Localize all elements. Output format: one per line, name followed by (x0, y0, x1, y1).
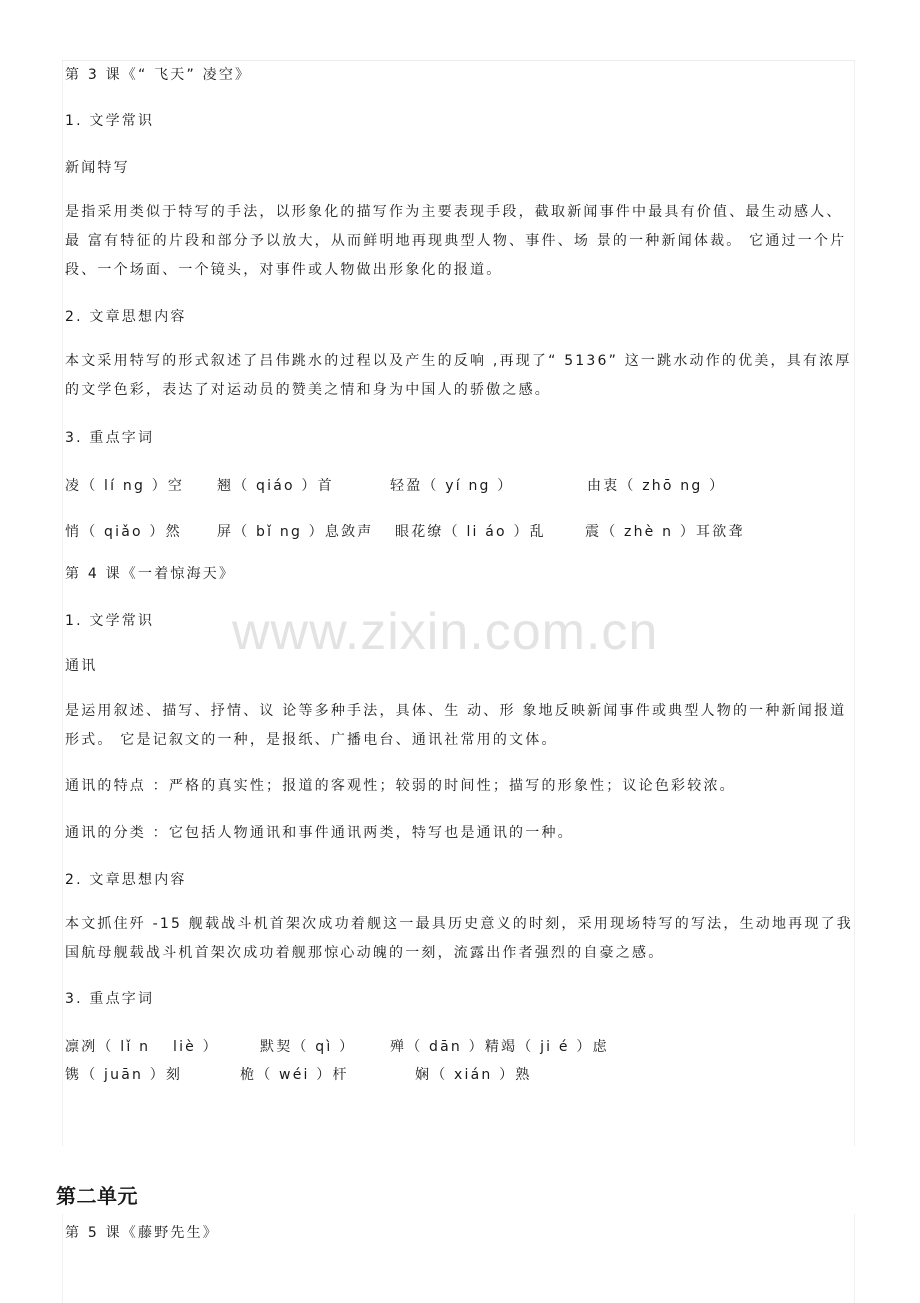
word-item: 桅（ wéi ）杆 (240, 1067, 349, 1083)
word-item: 悄（ qiǎo ）然 (65, 524, 182, 540)
lesson4-section1-heading: 1. 文学常识 (65, 613, 155, 629)
lesson4-content: 本文抓住歼 -15 舰载战斗机首架次成功着舰这一最具历史意义的时刻，采用现场特写的写法，生动地再现了我国航母舰载战斗机首架次成功着舰那惊心动魄的一刻，流露出作者强烈的自豪之感。 (65, 916, 853, 961)
word-item: 眼花缭（ li áo ）乱 (395, 524, 546, 540)
lesson3-definition: 是指采用类似于特写的手法，以形象化的描写作为主要表现手段，截取新闻事件中最具有价值、最生动感人、最 富有特征的片段和部分予以放大，从而鲜明地再现典型人物、事件、场 景的一种新闻体裁。 它通过一个片段、一个场面、一个镜头，对事件或人物做出形象化的报道。 (65, 204, 847, 278)
lesson4-section2-heading: 2. 文章思想内容 (65, 872, 187, 888)
lesson3-section2-heading: 2. 文章思想内容 (65, 309, 187, 325)
lesson3-term: 新闻特写 (65, 160, 130, 176)
lesson3-title: 第 3 课《“ 飞天” 凌空》 (65, 67, 252, 83)
word-item: 轻盈（ yí ng ） (390, 478, 514, 494)
word-item: 由衷（ zhō ng ） (587, 478, 726, 494)
word-item: 翘（ qiáo ）首 (217, 478, 334, 494)
word-item: 凛冽（ lǐ n liè ） (65, 1039, 219, 1055)
lesson3-section1-heading: 1. 文学常识 (65, 113, 155, 129)
lesson3-content: 本文采用特写的形式叙述了吕伟跳水的过程以及产生的反响 ,再现了“ 5136” 这一跳水动作的优美，具有浓厚的文学色彩，表达了对运动员的赞美之情和身为中国人的骄傲之感。 (65, 353, 852, 398)
lesson4-title: 第 4 课《一着惊海天》 (65, 566, 236, 582)
lesson4-definition: 是运用叙述、描写、抒情、议 论等多种手法，具体、生 动、形 象地反映新闻事件或典型人物的一种新闻报道形式。 它是记叙文的一种，是报纸、广播电台、通讯社常用的文体。 (65, 703, 847, 748)
word-item: 镌（ juān ）刻 (65, 1067, 183, 1083)
lesson4-features: 通讯的特点 ：严格的真实性；报道的客观性；较弱的时间性；描写的形象性；议论色彩较浓。 (65, 778, 736, 794)
word-item: 殚（ dān ）精竭（ ji é ）虑 (390, 1039, 609, 1055)
watermark: www.zixin.com.cn (232, 603, 659, 661)
lesson4-term: 通讯 (65, 658, 98, 674)
word-item: 默契（ qì ） (260, 1039, 356, 1055)
lesson5-title: 第 5 课《藤野先生》 (65, 1225, 220, 1241)
word-item: 娴（ xián ）熟 (415, 1067, 532, 1083)
word-item: 屏（ bǐ ng ）息敛声 (217, 524, 374, 540)
lesson4-section3-heading: 3. 重点字词 (65, 991, 155, 1007)
word-item: 震（ zhè n ）耳欲聋 (585, 524, 745, 540)
lesson4-types: 通讯的分类 ：它包括人物通讯和事件通讯两类，特写也是通讯的一种。 (65, 825, 574, 841)
unit2-title: 第二单元 (56, 1184, 138, 1208)
word-item: 凌（ lí ng ）空 (65, 478, 185, 494)
lesson3-section3-heading: 3. 重点字词 (65, 430, 155, 446)
